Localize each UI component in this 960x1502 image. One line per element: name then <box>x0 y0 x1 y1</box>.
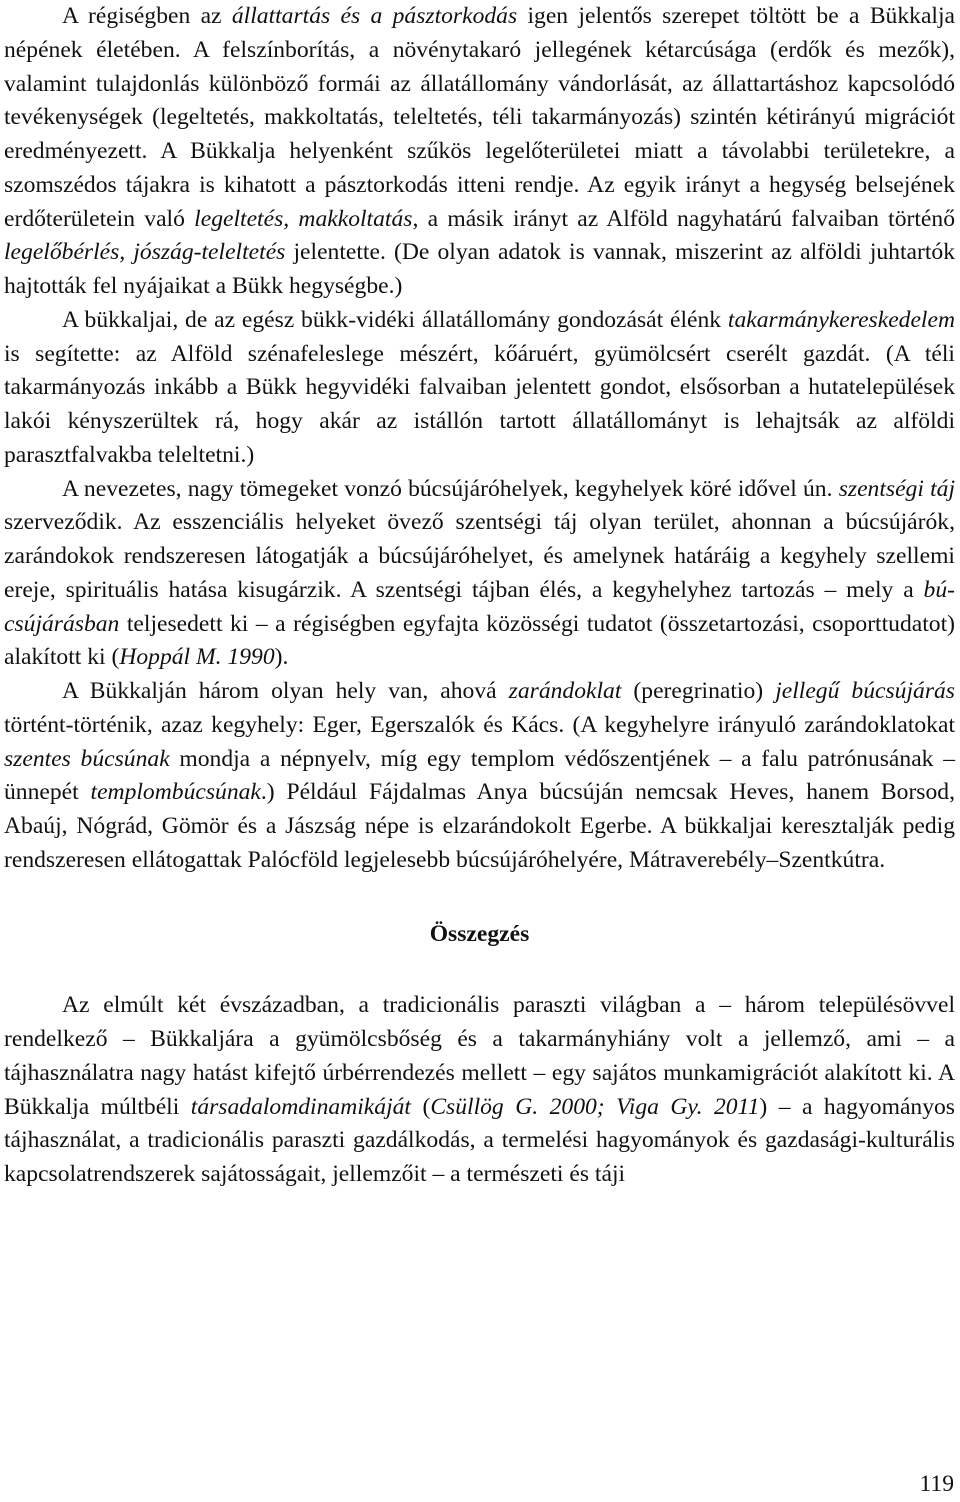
text-run: jelentette. (De olyan adatok is vannak, miszerint az alföldi juhtartók hajtották fel nyájaikat a Bükk hegységbe.) <box>4 239 955 299</box>
text-run: Az elmúlt két évszázadban, a tradicionális paraszti világban a – három településövvel rendelkező – Bükkaljára a gyümölcsbőség és a takarmányhiány volt a jellemző, ami – a tájhasználatra nagy hatást kifejtő úrbérrendezés mellett – egy sajátos munkamigrációt alakított ki. A Bükkalja múltbéli <box>4 992 955 1120</box>
text-run: .) Például Fájdalmas Anya búcsúján nemcsak Heves, hanem Borsod, Abaúj, Nógrád, Gömör és a Jászság népe is elzarándokolt Egerbe. A bükkaljai keresztalják pedig rendszeresen ellátogattak Palócföld legjelesebb búcsújáróhelyére, Mátraverebély–Szentkútra. <box>4 779 955 873</box>
page-number: 119 <box>919 1471 954 1497</box>
italic-text-run: legelőbérlés, jószág-teleltetés <box>4 239 286 266</box>
italic-text-run: templombúcsúnak <box>90 779 261 806</box>
italic-text-run: szentes búcsúnak <box>4 745 170 772</box>
text-run: ( <box>410 1093 431 1120</box>
paragraph-summary <box>4 989 955 1192</box>
italic-text-run: Csüllög G. 2000; Viga Gy. 2011 <box>430 1093 760 1120</box>
paragraph-sacred-landscape <box>4 473 955 676</box>
text-run: történt-történik, azaz kegyhely: Eger, Egerszalók és Kács. (A kegyhelyre irányuló zarándoklatokat <box>4 711 955 738</box>
italic-text-run: jellegű búcsújárás <box>775 678 955 704</box>
text-run: mondja a népnyelv, míg egy templom védőszentjének – a falu patrónusának – ünnepét <box>4 745 955 806</box>
text-run: szerveződik. Az esszenciális helyeket övező szentségi táj olyan terület, ahonnan a búcsújárók, zarándokok rendszeresen látogatják a búcsújáróhelyet, és amelynek határáig a kegyhely szellemi ereje, spirituális hatása kisugárzik. A szentségi tájban élés, a kegyhelyhez tartozás – mely a <box>4 509 955 603</box>
paragraph-pilgrimage-sites <box>4 675 955 878</box>
italic-text-run: állattartás és a pásztorkodás <box>231 3 518 29</box>
italic-text-run: takarmánykereskedelem <box>727 306 955 333</box>
text-run: ). <box>274 644 289 671</box>
text-run: ) – a hagyományos tájhasználat, a tradicionális paraszti gazdálkodás, a termelési hagyományok és gazdasági-kulturális kapcsolatrendszerek sajátosságait, jellemzőit – a természeti és táji <box>4 1093 955 1187</box>
italic-text-run: társadalomdinamikáját <box>190 1093 411 1120</box>
paragraph-fodder-trade <box>4 304 955 473</box>
paragraph-animal-husbandry <box>4 0 955 304</box>
italic-text-run: zarándoklat <box>508 678 622 704</box>
italic-text-run: búcsújárásban <box>4 576 955 637</box>
italic-text-run: szentségi táj <box>838 475 955 502</box>
text-run: A régiségben az <box>62 3 232 29</box>
text-run: A nevezetes, nagy tömegeket vonzó búcsújáróhelyek, kegyhelyek köré idővel ún. <box>62 475 839 502</box>
text-run: A bükkaljai, de az egész bükk-vidéki állatállomány gondozását élénk <box>62 306 728 333</box>
section-heading: Összegzés <box>429 920 530 947</box>
italic-text-run: Hoppál M. 1990 <box>119 644 275 671</box>
text-run: A Bükkalján három olyan hely van, ahová <box>62 678 509 704</box>
text-run: teljesedett ki – a régiségben egyfajta közösségi tudatot (összetartozási, csoporttudatot) alakított ki ( <box>4 610 955 671</box>
italic-text-run: legeltetés, makkoltatás <box>194 205 413 232</box>
text-run: igen jelentős szerepet töltött be a Bükkalja népének életében. A felszínborítás, a növénytakaró jellegének kétarcúsága (erdők és mezők), valamint tulajdonlás különböző formái az állatállomány vándorlását, az állattartáshoz kapcsolódó tevékenységek (legeltetés, makkoltatás, teleltetés, téli takarmányozás) szintén kétirányú migrációt eredményezett. A Bükkalja helyenként szűkös legelőterületei miatt a távolabbi területekre, a szomszédos tájakra is kihatott a pásztorkodás itteni rendje. Az egyik irányt a hegység belsejének erdőterületein való <box>4 3 956 232</box>
text-run: (peregrinatio) <box>621 678 776 704</box>
document-page <box>4 0 955 1192</box>
text-run: is segítette: az Alföld szénafeleslege mészért, kőáruért, gyümölcsért cserélt gazdát. (A téli takarmányozás inkább a Bükk hegyvidéki falvaiban jelentett gondot, elsősorban a hutatelepülések lakói kényszerültek rá, hogy akár az istállón tartott állatállományt is lehajtsák az alföldi parasztfalvakba teleltetni.) <box>4 340 955 468</box>
text-run: , a másik irányt az Alföld nagyhatárú falvaiban történő <box>412 205 956 232</box>
